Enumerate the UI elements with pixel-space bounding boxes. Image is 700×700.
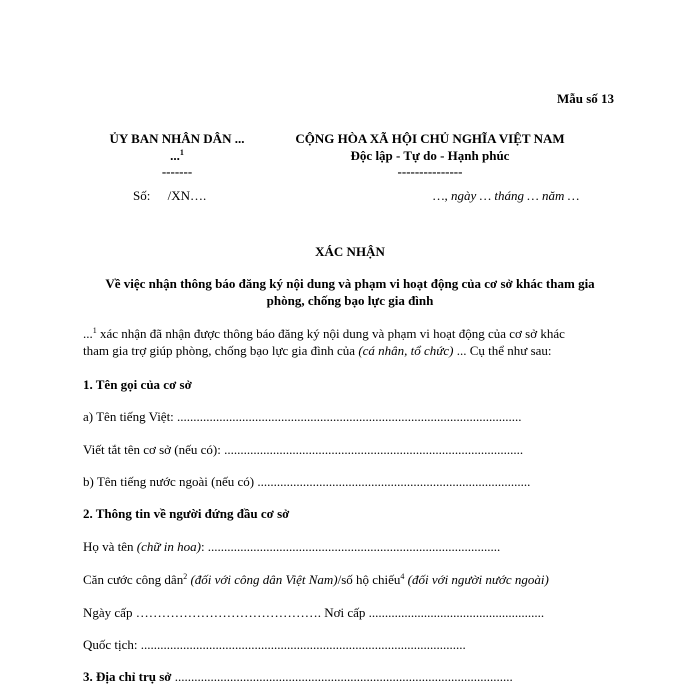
section2-heading: 2. Thông tin về người đứng đầu cơ sở [83, 506, 290, 521]
date-line: …, ngày … tháng … năm … [433, 188, 580, 203]
footnote-ref: 4 [400, 572, 405, 581]
full-name-note: (chữ in hoa) [136, 539, 201, 554]
id-label: Căn cước công dân [83, 572, 184, 587]
field-full-name [83, 539, 500, 555]
section3-line [83, 669, 513, 685]
field-vietnamese-name: a) Tên tiếng Việt: .......................................................................................................... [83, 409, 522, 424]
document-subtitle-line2: phòng, chống bạo lực gia đình [266, 293, 434, 308]
issuing-authority-sub [92, 148, 262, 164]
footnote-ref: 1 [179, 148, 184, 157]
authority-placeholder: ... [170, 148, 180, 163]
intro-text: xác nhận đã nhận được thông báo đăng ký nội dung và phạm vi hoạt động của cơ sở khác [96, 326, 565, 341]
national-title: CỘNG HÒA XÃ HỘI CHỦ NGHĨA VIỆT NAM [295, 131, 565, 146]
field-issue-date-place: Ngày cấp ……………………………………. Nơi cấp ...................................................... [83, 605, 545, 620]
intro-italic: (cá nhân, tổ chức) [358, 343, 454, 358]
intro-text-2: tham gia trợ giúp phòng, chống bạo lực gia đình của [83, 343, 359, 358]
intro-line2 [83, 343, 552, 359]
document-number [133, 188, 206, 204]
id-note-foreigner: (đối với người nước ngoài) [404, 572, 549, 587]
intro-placeholder: ... [83, 326, 93, 341]
issuing-authority: ỦY BAN NHÂN DÂN ... [109, 131, 245, 146]
document-subtitle-line1: Về việc nhận thông báo đăng ký nội dung và phạm vi hoạt động của cơ sở khác tham gia [105, 276, 595, 291]
section1-heading: 1. Tên gọi của cơ sở [83, 377, 192, 392]
intro-end: ... Cụ thể như sau: [453, 343, 552, 358]
header-right-rule: --------------- [397, 164, 463, 179]
section3-dots: ........................................................................................................ [171, 669, 513, 684]
intro-line1 [83, 326, 565, 342]
field-nationality: Quốc tịch: .................................................................................................... [83, 637, 466, 652]
document-title: XÁC NHẬN [315, 244, 385, 259]
header-left-rule: ------- [161, 164, 193, 179]
id-note-citizen: (đối với công dân Việt Nam) [187, 572, 338, 587]
passport-label: /số hộ chiếu [337, 572, 401, 587]
national-motto: Độc lập - Tự do - Hạnh phúc [350, 148, 510, 163]
section3-heading: 3. Địa chỉ trụ sở [83, 669, 172, 684]
footnote-ref: 2 [183, 572, 188, 581]
form-number: Mẫu số 13 [557, 91, 615, 106]
field-foreign-name: b) Tên tiếng nước ngoài (nếu có) .................................................................................... [83, 474, 531, 489]
field-id-number [83, 572, 549, 588]
full-name-dots: : .......................................................................................... [200, 539, 501, 554]
document-number-label: Số: [133, 188, 151, 203]
document-number-value: /XN…. [167, 188, 207, 203]
footnote-ref: 1 [92, 326, 97, 335]
full-name-label: Họ và tên [83, 539, 137, 554]
field-abbreviation: Viết tắt tên cơ sở (nếu có): ............................................................................................ [83, 442, 524, 457]
